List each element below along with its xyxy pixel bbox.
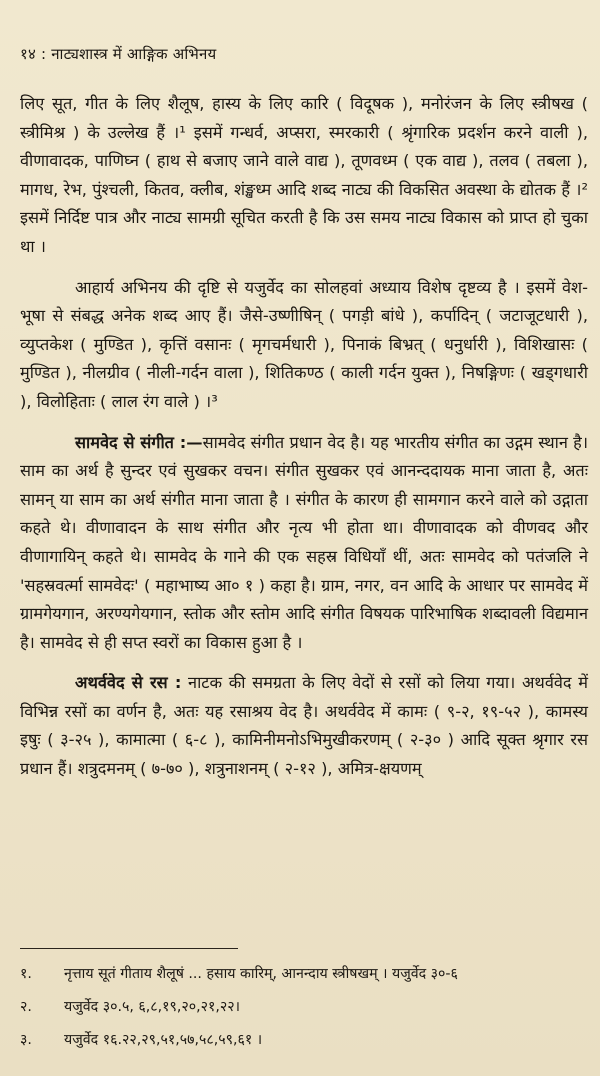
footnote-text: नृत्ताय सूतं गीताय शैलूषं ... हसाय कारिम्, आनन्दाय स्त्रीषखम् । यजुर्वेद ३०-६: [64, 966, 458, 982]
paragraph-2: आहार्य अभिनय की दृष्टि से यजुर्वेद का सोलहवां अध्याय विशेष दृष्टव्य है । इसमें वेश-भूषा से संबद्ध अनेक शब्द आए हैं। जैसे-उष्णीषिन् ( पगड़ी बांधे ), कर्पादिन् ( जटाजूटधारी ), व्युप्तकेश ( मुण्डित ), कृत्तिं वसानः ( मृगचर्मधारी ), पिनाकं बिभ्रत् ( धनुर्धारी ), विशिखासः ( मुण्डित ), नीलग्रीव ( नीली-गर्दन वाला ), शितिकण्ठ ( काली गर्दन युक्त ), निषङ्गिणः ( खड्गधारी ), विलोहिताः ( लाल रंग वाले ) ।³: [20, 277, 588, 411]
footnote-2: [20, 991, 588, 1024]
footnote-number: १.: [20, 966, 32, 982]
main-text: [20, 90, 588, 784]
footnote-1: [20, 958, 588, 991]
section-heading-samaveda: सामवेद से संगीत :—: [75, 432, 203, 452]
section-heading-atharvaveda: अथर्ववेद से रस :: [75, 673, 182, 693]
paragraph-3: [20, 429, 588, 658]
running-header: १४ : नाट्यशास्त्र में आङ्गिक अभिनय: [20, 45, 217, 63]
footnote-number: २.: [20, 999, 32, 1015]
footnote-text: यजुर्वेद १६.२२,२९,५१,५७,५८,५९,६१ ।: [64, 1032, 263, 1048]
footnote-number: ३.: [20, 1032, 32, 1048]
footnote-divider: [20, 948, 238, 949]
paragraph-1: लिए सूत, गीत के लिए शैलूष, हास्य के लिए कारि ( विदूषक ), मनोरंजन के लिए स्त्रीषख ( स्त्रीमिश्र ) के उल्लेख हैं ।¹ इसमें गन्धर्व, अप्सरा, स्मरकारी ( श्रृंगारिक प्रदर्शन करने वाली ), वीणावादक, पाणिघ्न ( हाथ से बजाए जाने वाले वाद्य ), तूणवध्म ( एक वाद्य ), तलव ( तबला ), मागध, रेभ, पुंश्चली, कितव, क्लीब, शंङ्खध्म आदि शब्द नाट्य की विकसित अवस्था के द्योतक हैं ।² इसमें निर्दिष्ट पात्र और नाट्य सामग्री सूचित करती है कि उस समय नाट्य विकास को प्राप्त हो चुका था ।: [20, 94, 588, 256]
footnotes: [20, 958, 588, 1057]
paragraph-3-text: सामवेद संगीत प्रधान वेद है। यह भारतीय संगीत का उद्गम स्थान है। साम का अर्थ है सुन्दर एवं सुखकर वचन। संगीत सुखकर एवं आनन्ददायक माना जाता है, अतः सामन् या साम का अर्थ संगीत माना जाता है । संगीत के कारण ही सामगान करने वाले को उद्गाता कहते थे। वीणावादन के साथ संगीत और नृत्य भी होता था। वीणावादक को वीणवद और वीणागायिन् कहते थे। सामवेद के गाने की एक सहस्र विधियाँ थीं, अतः सामवेद को पतंजलि ने 'सहस्रवर्त्मा सामवेदः' ( महाभाष्य आ० १ ) कहा है। ग्राम, नगर, वन आदि के आधार पर सामवेद में ग्रामगेयगान, अरण्यगेयगान, स्तोक और स्तोम आदि संगीत विषयक पारिभाषिक शब्दावली विद्यमान है। सामवेद से ही सप्त स्वरों का विकास हुआ है ।: [20, 432, 588, 652]
footnote-3: [20, 1024, 588, 1057]
paragraph-4: [20, 669, 588, 783]
footnote-text: यजुर्वेद ३०.५, ६,८,१९,२०,२१,२२।: [64, 999, 241, 1015]
paragraph-4-text: नाटक की समग्रता के लिए वेदों से रसों को लिया गया। अथर्ववेद में विभिन्न रसों का वर्णन है, अतः यह रसाश्रय वेद है। अथर्ववेद में कामः ( ९-२, १९-५२ ), कामस्य इषुः ( ३-२५ ), कामात्मा ( ६-८ ), कामिनीमनोऽभिमुखीकरणम् ( २-३० ) आदि सूक्त श्रृगार रस प्रधान हैं। शत्रुदमनम् ( ७-७० ), शत्रुनाशनम् ( २-१२ ), अमित्र-क्षयणम्: [20, 673, 589, 779]
